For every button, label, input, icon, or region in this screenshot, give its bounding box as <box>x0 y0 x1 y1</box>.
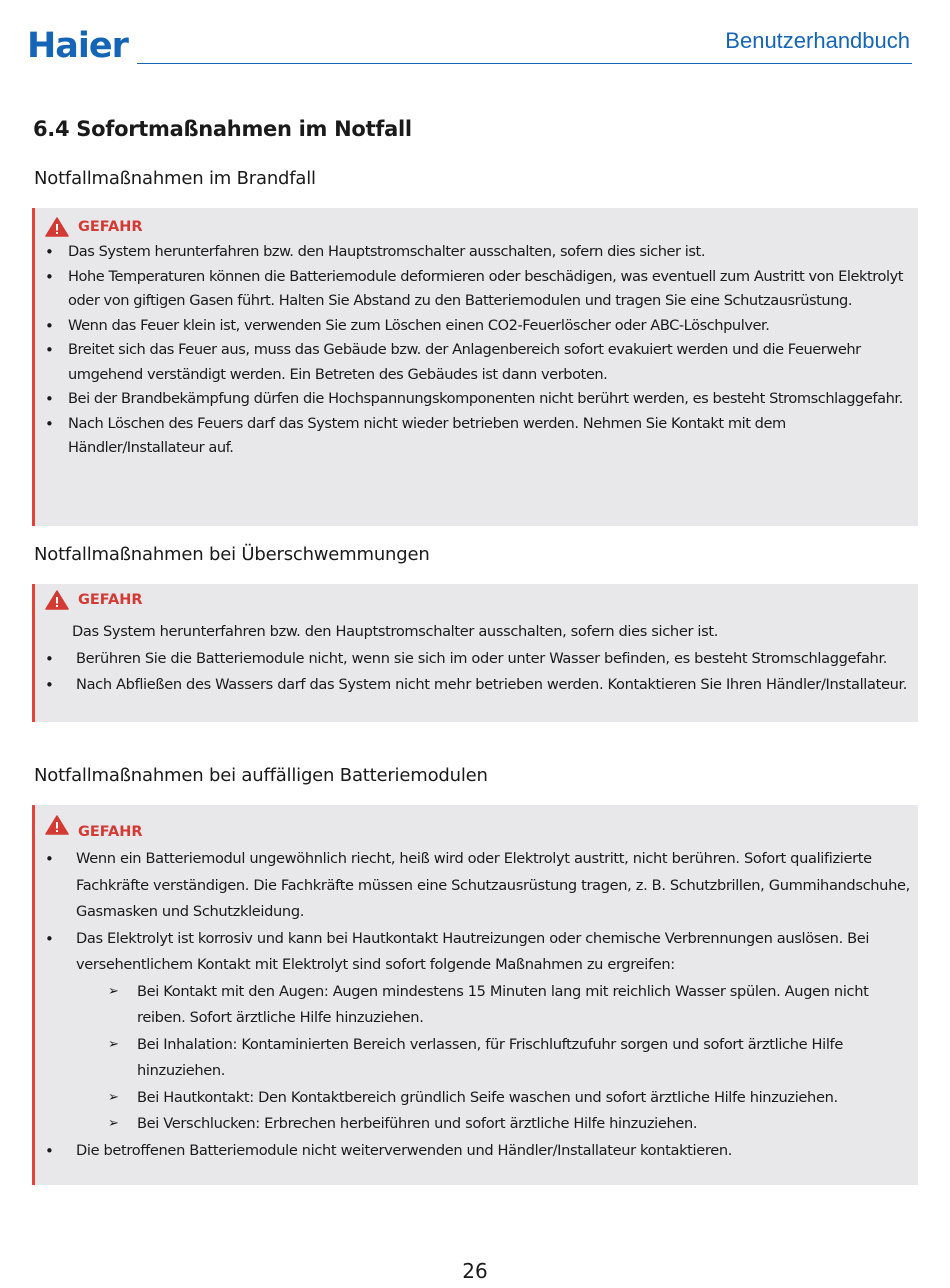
sub-list-item-text: Bei Kontakt mit den Augen: Augen mindestens 15 Minuten lang mit reichlich Wasser spülen. Augen nicht reiben. Sofort ärztliche Hilfe hinzuziehen. <box>137 982 869 1026</box>
list-item-text: Berühren Sie die Batteriemodule nicht, wenn sie sich im oder unter Wasser befinden, es besteht Stromschlaggefahr. <box>76 649 888 667</box>
section-title: 6.4 Sofortmaßnahmen im Notfall <box>33 117 412 141</box>
fire-list <box>35 240 918 461</box>
list-item-text: Das Elektrolyt ist korrosiv und kann bei Hautkontakt Hautreizungen oder chemische Verbrennungen auslösen. Bei versehentlichem Kontakt mit Elektrolyt sind sofort folgende Maßnahmen zu ergreifen: <box>76 929 870 973</box>
list-item <box>72 619 918 646</box>
sub-list-item: ➢ Bei Verschlucken: Erbrechen herbeiführen und sofort ärztliche Hilfe hinzuziehen. <box>108 1115 698 1132</box>
sub-list <box>76 979 912 1138</box>
list-item: • Nach Abfließen des Wassers darf das System nicht mehr betrieben werden. Kontaktieren Sie Ihren Händler/Installateur. <box>45 676 908 694</box>
list-item: • Nach Löschen des Feuers darf das System nicht wieder betrieben werden. Nehmen Sie Kontakt mit dem Händler/Installateur auf. <box>45 414 786 456</box>
list-item-text: Das System herunterfahren bzw. den Hauptstromschalter ausschalten, sofern dies sicher ist. <box>68 243 706 260</box>
list-item-text: Bei der Brandbekämpfung dürfen die Hochspannungskomponenten nicht berührt werden, es besteht Stromschlaggefahr. <box>68 390 903 407</box>
haier-logo: Haier <box>27 26 128 66</box>
sub-list-item: ➢ Bei Hautkontakt: Den Kontaktbereich gründlich Seife waschen und sofort ärztliche Hilfe hinzuziehen. <box>108 1088 838 1106</box>
list-item-text: Wenn ein Batteriemodul ungewöhnlich riecht, heiß wird oder Elektrolyt austritt, nicht berühren. Sofort qualifizierte Fachkräfte verständigen. Die Fachkräfte müssen eine Schutzausrüstung tragen, z. B. Schutzbrillen, Gummihandschuhe, Gasmasken und Schutzkleidung. <box>76 850 910 920</box>
battery-list <box>35 846 918 1164</box>
page-number: 26 <box>462 1259 488 1283</box>
sub-list-item: ➢ Bei Kontakt mit den Augen: Augen mindestens 15 Minuten lang mit reichlich Wasser spülen. Augen nicht reiben. Sofort ärztliche Hilfe hinzuziehen. <box>108 982 869 1026</box>
battery-warning-box <box>32 805 918 1185</box>
sub-list-item-text: Bei Verschlucken: Erbrechen herbeiführen und sofort ärztliche Hilfe hinzuziehen. <box>137 1115 698 1132</box>
flood-heading: Notfallmaßnahmen bei Überschwemmungen <box>34 544 430 565</box>
list-item-text: Nach Abfließen des Wassers darf das System nicht mehr betrieben werden. Kontaktieren Sie Ihren Händler/Installateur. <box>76 676 908 693</box>
warning-triangle-icon <box>45 217 69 237</box>
sub-list-item-text: Bei Hautkontakt: Den Kontaktbereich gründlich Seife waschen und sofort ärztliche Hilfe hinzuziehen. <box>137 1088 838 1106</box>
list-item-text: Nach Löschen des Feuers darf das System nicht wieder betrieben werden. Nehmen Sie Kontakt mit dem Händler/Installateur auf. <box>68 414 786 456</box>
flood-danger-header <box>45 590 143 610</box>
warning-triangle-icon <box>45 590 69 610</box>
danger-label: GEFAHR <box>78 592 143 608</box>
fire-danger-header <box>45 217 143 237</box>
sub-list-item: ➢ Bei Inhalation: Kontaminierten Bereich verlassen, für Frischluftzufuhr sorgen und sofort ärztliche Hilfe hinzuziehen. <box>108 1035 843 1079</box>
list-item-text: Die betroffenen Batteriemodule nicht weiterverwenden und Händler/Installateur kontaktieren. <box>76 1141 733 1159</box>
flood-list <box>35 619 918 699</box>
list-item-text: Das System herunterfahren bzw. den Hauptstromschalter ausschalten, sofern dies sicher ist. <box>72 623 719 640</box>
fire-warning-box <box>32 208 918 526</box>
battery-danger-header <box>45 815 143 840</box>
list-item: • Die betroffenen Batteriemodule nicht weiterverwenden und Händler/Installateur kontaktieren. <box>45 1141 733 1160</box>
list-item: • Bei der Brandbekämpfung dürfen die Hochspannungskomponenten nicht berührt werden, es besteht Stromschlaggefahr. <box>45 390 903 408</box>
list-item-text: Wenn das Feuer klein ist, verwenden Sie zum Löschen einen CO2-Feuerlöscher oder ABC-Löschpulver. <box>68 316 770 334</box>
warning-triangle-icon <box>45 815 69 835</box>
list-item: • Wenn das Feuer klein ist, verwenden Sie zum Löschen einen CO2-Feuerlöscher oder ABC-Löschpulver. <box>45 316 770 335</box>
list-item-text: Hohe Temperaturen können die Batteriemodule deformieren oder beschädigen, was eventuell zum Austritt von Elektrolyt oder von giftigen Gasen führt. Halten Sie Abstand zu den Batteriemodulen und tragen Sie eine Schutzausrüstung. <box>68 267 904 309</box>
danger-label: GEFAHR <box>78 219 143 235</box>
fire-heading: Notfallmaßnahmen im Brandfall <box>34 168 316 189</box>
header-rule <box>137 63 912 64</box>
sub-list-item-text: Bei Inhalation: Kontaminierten Bereich verlassen, für Frischluftzufuhr sorgen und sofort ärztliche Hilfe hinzuziehen. <box>137 1035 843 1079</box>
danger-label: GEFAHR <box>78 824 143 840</box>
document-title: Benutzerhandbuch <box>725 28 910 53</box>
battery-heading: Notfallmaßnahmen bei auffälligen Batteriemodulen <box>34 765 488 786</box>
list-item: • Wenn ein Batteriemodul ungewöhnlich riecht, heiß wird oder Elektrolyt austritt, nicht berühren. Sofort qualifizierte Fachkräfte verständigen. Die Fachkräfte müssen eine Schutzausrüstung tragen, z. B. Schutzbrillen, Gummihandschuhe, Gasmasken und Schutzkleidung. <box>45 850 910 920</box>
list-item: • Das System herunterfahren bzw. den Hauptstromschalter ausschalten, sofern dies sicher ist. <box>45 243 706 261</box>
page-header <box>0 0 950 70</box>
list-item: • Das Elektrolyt ist korrosiv und kann bei Hautkontakt Hautreizungen oder chemische Verbrennungen auslösen. Bei versehentlichem Kontakt mit Elektrolyt sind sofort folgende Maßnahmen zu ergreifen: ➢ Bei Kontakt mit den Augen: Augen mindestens 15 Minuten lang mit reichlich Wasser spülen. Augen nicht reiben. Sofort ärztliche Hilfe hinzuziehen. ➢ Bei Inhalation: Kontaminierten Bereich verlassen, für Frischluftzufuhr sorgen und sofort ärztliche Hilfe hinzuziehen. ➢ Bei Hautkontakt: Den Kontaktbereich gründlich Seife waschen und sofort ärztliche Hilfe hinzuziehen. ➢ Bei Verschlucken: Erbrechen herbeiführen und sofort ärztliche Hilfe hinzuziehen. <box>76 926 912 1138</box>
list-item-text: Breitet sich das Feuer aus, muss das Gebäude bzw. der Anlagenbereich sofort evakuiert werden und die Feuerwehr umgehend verständigt werden. Ein Betreten des Gebäudes ist dann verboten. <box>68 341 861 383</box>
list-item: • Breitet sich das Feuer aus, muss das Gebäude bzw. der Anlagenbereich sofort evakuiert werden und die Feuerwehr umgehend verständigt werden. Ein Betreten des Gebäudes ist dann verboten. <box>45 341 861 383</box>
list-item: • Berühren Sie die Batteriemodule nicht, wenn sie sich im oder unter Wasser befinden, es besteht Stromschlaggefahr. <box>45 649 888 668</box>
flood-warning-box <box>32 584 918 722</box>
list-item: • Hohe Temperaturen können die Batteriemodule deformieren oder beschädigen, was eventuell zum Austritt von Elektrolyt oder von giftigen Gasen führt. Halten Sie Abstand zu den Batteriemodulen und tragen Sie eine Schutzausrüstung. <box>45 267 904 309</box>
